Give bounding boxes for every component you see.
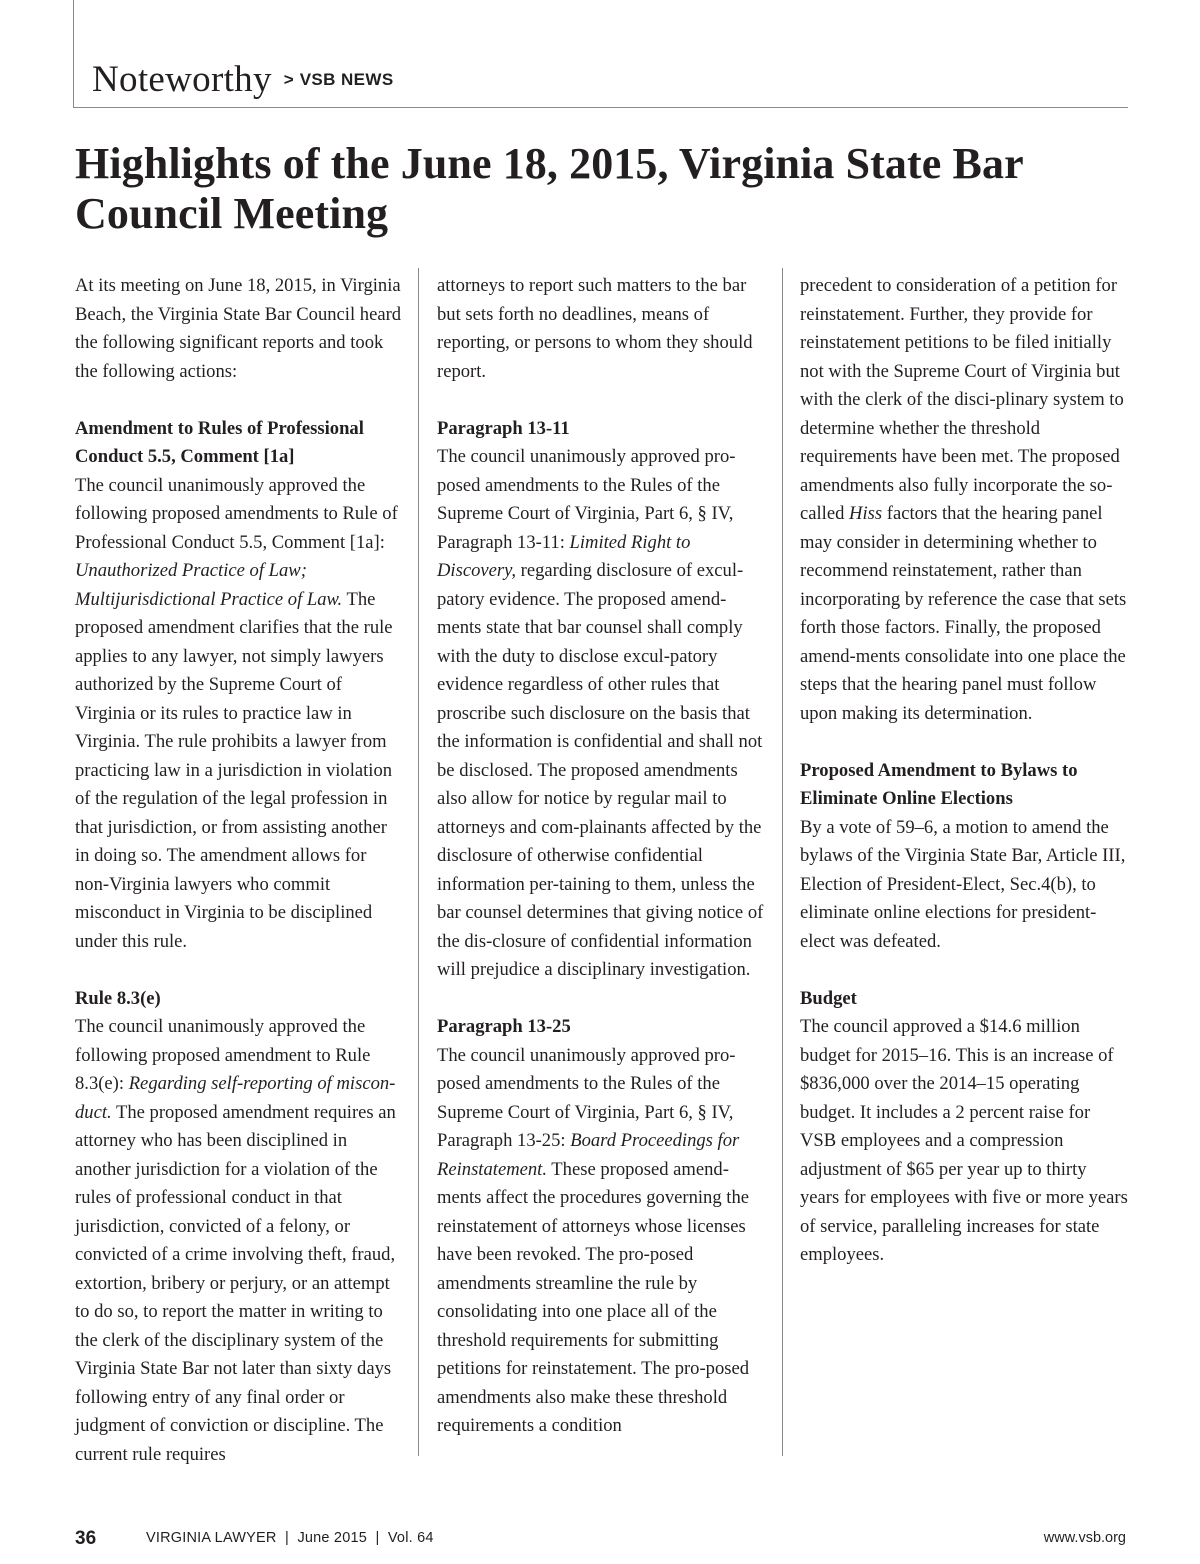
section-header: [92, 58, 394, 101]
paragraph-13-11-body: The council unanimously approved pro-posed amendments to the Rules of the Supreme Court of Virginia, Part 6, § IV, Paragraph 13-11: Limited Right to Discovery, regarding disclosure of excul-patory evidence. The proposed amend-ments state that bar counsel shall comply with the duty to disclose excul-patory evidence regardless of other rules that proscribe such disclosure on the basis that the information is confidential and shall not be disclosed. The proposed amendments also allow for notice by regular mail to attorneys and com-plainants affected by the disclosure of otherwise confidential information per-taining to them, unless the bar counsel determines that giving notice of the dis-closure of confidential information will prejudice a disciplinary investigation.: [437, 446, 764, 980]
article-column-3: [800, 272, 1130, 1270]
article-column-1: [75, 272, 405, 1469]
paragraph-13-11-heading: Paragraph 13-11: [437, 417, 570, 439]
budget-body: The council approved a $14.6 million budget for 2015–16. This is an increase of $836,000 over the 2014–15 operating budget. It includes a 2 percent raise for VSB employees and a compression adjustment of $65 per year up to thirty years for employees with five or more years of service, paralleling increases for state employees.: [800, 1016, 1128, 1265]
budget-heading: Budget: [800, 987, 857, 1009]
paragraph-13-25-body-continued: precedent to consideration of a petition for reinstatement. Further, they provide for reinstatement petitions to be filed initially not with the Supreme Court of Virginia but with the clerk of the disci-plinary system to determine whether the threshold requirements have been met. The proposed amendments also fully incorporate the so-called Hiss factors that the hearing panel may consider in determining whether to recommend reinstatement, rather than incorporating by reference the case that sets forth those factors. Finally, the proposed amend-ments consolidate into one place the steps that the hearing panel must follow upon making its determination.: [800, 275, 1127, 724]
publication-info: VIRGINIA LAWYER | June 2015 | Vol. 64: [146, 1530, 434, 1546]
article-column-2: [437, 272, 767, 1441]
rule-5-5-body: The council unanimously approved the following proposed amendments to Rule of Professional Conduct 5.5, Comment [1a]: Unauthorized Practice of Law; Multijurisdictional Practice of Law. The proposed amendment clarifies that the rule applies to any lawyer, not simply lawyers authorized by the Supreme Court of Virginia or its rules to practice law in Virginia. The rule prohibits a lawyer from practicing law in a jurisdiction in violation of the regulation of the legal profession in that jurisdiction, or from assisting another in doing so. The amendment allows for non-Virginia lawyers who commit misconduct in Virginia to be disciplined under this rule.: [75, 474, 398, 952]
intro-paragraph: At its meeting on June 18, 2015, in Virginia Beach, the Virginia State Bar Council heard the following significant reports and took the following actions:: [75, 275, 402, 382]
rule-5-5-heading: Amendment to Rules of Professional Conduct 5.5, Comment [1a]: [75, 417, 364, 467]
rule-8-3e-body-continued: attorneys to report such matters to the bar but sets forth no deadlines, means of reporting, or persons to whom they should report.: [437, 275, 753, 382]
column-divider-2: [782, 268, 783, 1456]
paragraph-13-25-body: The council unanimously approved pro-posed amendments to the Rules of the Supreme Court of Virginia, Part 6, § IV, Paragraph 13-25: Board Proceedings for Reinstatement. These proposed amend-ments affect the procedures governing the reinstatement of attorneys whose licenses have been revoked. The pro-posed amendments streamline the rule by consolidating into one place all of the threshold requirements for submitting petitions for reinstatement. The pro-posed amendments also make these threshold requirements a condition: [437, 1044, 750, 1436]
rule-8-3e-heading: Rule 8.3(e): [75, 987, 161, 1009]
bylaws-body: By a vote of 59–6, a motion to amend the bylaws of the Virginia State Bar, Article III, Election of President-Elect, Sec.4(b), to eliminate online elections for president-elect was defeated.: [800, 816, 1126, 952]
header-horizontal-rule: [73, 107, 1128, 108]
bylaws-heading: Proposed Amendment to Bylaws to Eliminate Online Elections: [800, 759, 1078, 809]
section-name: Noteworthy: [92, 59, 272, 100]
page-number: 36: [75, 1528, 97, 1549]
header-vertical-rule: [73, 0, 74, 108]
subsection-name: VSB NEWS: [299, 70, 394, 89]
paragraph-13-25-heading: Paragraph 13-25: [437, 1016, 571, 1037]
rule-8-3e-body: The council unanimously approved the following proposed amendment to Rule 8.3(e): Regarding self-reporting of miscon-duct. The proposed amendment requires an attorney who has been disciplined in another jurisdiction for a violation of the rules of professional conduct in that jurisdiction, convicted of a felony, or convicted of a crime involving theft, fraud, extortion, bribery or perjury, or an attempt to do so, to report the matter in writing to the clerk of the disciplinary system of the Virginia State Bar not later than sixty days following entry of any final order or judgment of conviction or discipline. The current rule requires: [75, 1016, 396, 1465]
chevron-right-icon: >: [283, 70, 294, 89]
column-divider-1: [418, 268, 419, 1456]
website-link[interactable]: www.vsb.org: [1043, 1530, 1126, 1546]
article-headline: Highlights of the June 18, 2015, Virginia State Bar Council Meeting: [75, 139, 1023, 238]
